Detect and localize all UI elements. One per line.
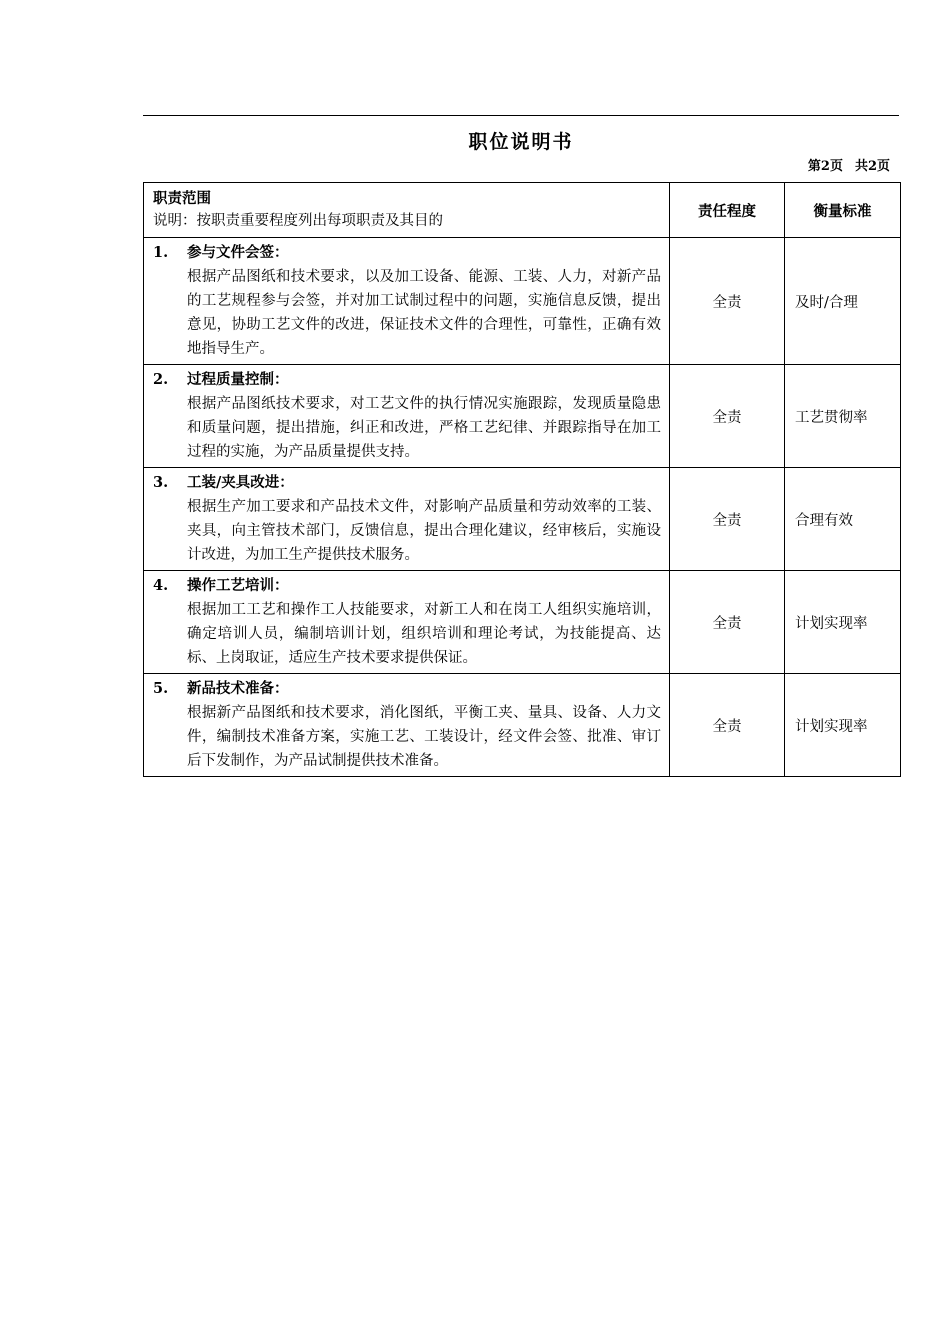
responsibility-cell: 全责	[670, 468, 785, 571]
duty-title: 工装/夹具改进：	[187, 474, 294, 491]
duty-title: 操作工艺培训：	[187, 577, 289, 594]
standard-cell: 计划实现率	[785, 674, 901, 777]
duty-number: 2.	[153, 371, 169, 388]
duty-number: 5.	[153, 680, 169, 697]
standard-cell: 工艺贯彻率	[785, 365, 901, 468]
table-row	[144, 468, 901, 571]
duty-title: 过程质量控制：	[187, 371, 289, 388]
header-responsibility: 责任程度	[670, 183, 785, 238]
duty-description: 根据生产加工要求和产品技术文件，对影响产品质量和劳动效率的工装、夹具，向主管技术部门，反馈信息，提出合理化建议，经审核后，实施设计改进，为加工生产提供技术服务。	[187, 499, 661, 563]
page-current: 第2页	[807, 159, 843, 174]
standard-cell: 合理有效	[785, 468, 901, 571]
responsibility-cell: 全责	[670, 238, 785, 365]
duty-cell	[144, 571, 670, 674]
page-total: 共2页	[854, 159, 890, 174]
duty-cell	[144, 238, 670, 365]
responsibility-cell: 全责	[670, 674, 785, 777]
duty-cell	[144, 365, 670, 468]
duty-number: 1.	[153, 244, 169, 261]
duty-number: 4.	[153, 577, 169, 594]
document-title: 职位说明书	[468, 131, 574, 153]
top-rule	[143, 115, 899, 116]
standard-cell: 计划实现率	[785, 571, 901, 674]
duty-description: 根据新产品图纸和技术要求，消化图纸，平衡工夹、量具、设备、人力文件，编制技术准备方案，实施工艺、工装设计，经文件会签、批准、审订后下发制作，为产品试制提供技术准备。	[187, 705, 661, 769]
duty-description: 根据产品图纸技术要求，对工艺文件的执行情况实施跟踪，发现质量隐患和质量问题，提出措施，纠正和改进，严格工艺纪律、并跟踪指导在加工过程的实施，为产品质量提供支持。	[187, 396, 661, 460]
header-scope-note: 说明：按职责重要程度列出每项职责及其目的	[153, 213, 443, 229]
table-row	[144, 238, 901, 365]
header-scope	[144, 183, 670, 238]
duty-cell	[144, 468, 670, 571]
duty-description: 根据加工工艺和操作工人技能要求，对新工人和在岗工人组织实施培训，确定培训人员，编制培训计划，组织培训和理论考试，为技能提高、达标、上岗取证，适应生产技术要求提供保证。	[187, 602, 661, 666]
table-header-row	[144, 183, 901, 238]
standard-cell: 及时/合理	[785, 238, 901, 365]
duty-cell	[144, 674, 670, 777]
duty-title: 参与文件会签：	[187, 244, 289, 261]
header-scope-title: 职责范围	[153, 190, 211, 207]
duty-title: 新品技术准备：	[187, 680, 289, 697]
table-row	[144, 571, 901, 674]
header-standard: 衡量标准	[785, 183, 901, 238]
page-indicator	[600, 155, 890, 174]
table-row	[144, 365, 901, 468]
responsibility-cell: 全责	[670, 571, 785, 674]
duty-table	[143, 182, 901, 777]
duty-description: 根据产品图纸和技术要求，以及加工设备、能源、工装、人力，对新产品的工艺规程参与会签，并对加工试制过程中的问题，实施信息反馈，提出意见，协助工艺文件的改进，保证技术文件的合理性，可靠性，正确有效地指导生产。	[187, 269, 661, 357]
table-row	[144, 674, 901, 777]
duty-number: 3.	[153, 474, 169, 491]
responsibility-cell: 全责	[670, 365, 785, 468]
